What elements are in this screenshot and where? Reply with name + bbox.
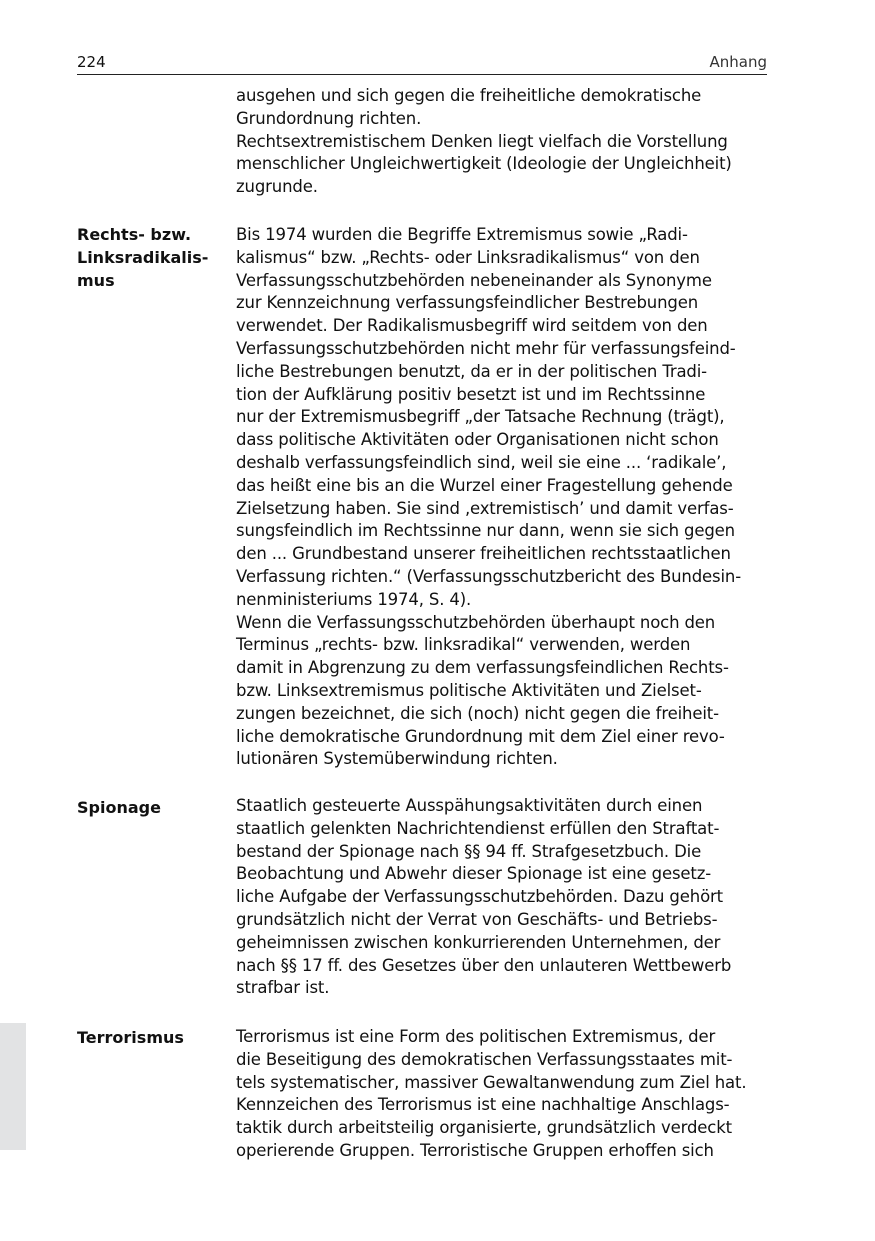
term-line: mus <box>77 270 115 290</box>
text-line: nenministeriums 1974, S. 4). <box>236 589 472 609</box>
page-number: 224 <box>77 53 106 71</box>
term-line: Rechts- bzw. <box>77 225 192 244</box>
text-line: bestand der Spionage nach §§ 94 ff. Strafgesetzbuch. Die <box>236 841 702 861</box>
running-head <box>77 52 767 75</box>
text-line: liche demokratische Grundordnung mit dem Ziel einer revo- <box>236 726 725 746</box>
glossary-term-radikalismus <box>77 224 227 292</box>
text-line: dass politische Aktivitäten oder Organisationen nicht schon <box>236 430 719 450</box>
text-line: Rechtsextremistischem Denken liegt vielfach die Vorstellung <box>236 131 728 151</box>
text-line: geheimnissen zwischen konkurrierenden Unternehmen, der <box>236 932 721 952</box>
glossary-term-terrorismus <box>77 1027 227 1050</box>
text-line: Zielsetzung haben. Sie sind ‚extremistisch’ und damit verfas- <box>236 498 734 518</box>
text-line: nach §§ 17 ff. des Gesetzes über den unlauteren Wettbewerb <box>236 955 732 975</box>
text-line: strafbar ist. <box>236 978 330 998</box>
text-line: Verfassung richten.“ (Verfassungsschutzbericht des Bundesin- <box>236 566 742 586</box>
text-line: Wenn die Verfassungsschutzbehörden überhaupt noch den <box>236 612 716 632</box>
text-line: den ... Grundbestand unserer freiheitlichen rechtsstaatlichen <box>236 544 731 564</box>
glossary-definition-spionage <box>236 795 776 1000</box>
text-line: grundsätzlich nicht der Verrat von Geschäfts- und Betriebs- <box>236 909 718 929</box>
text-line: tels systematischer, massiver Gewaltanwendung zum Ziel hat. <box>236 1072 747 1092</box>
text-line: sungsfeindlich im Rechtssinne nur dann, wenn sie sich gegen <box>236 521 735 541</box>
text-line: ausgehen und sich gegen die freiheitliche demokratische <box>236 86 702 105</box>
glossary-term-spionage <box>77 797 227 820</box>
text-line: zugrunde. <box>236 177 318 197</box>
glossary-definition-radikalismus <box>236 224 776 771</box>
text-line: menschlicher Ungleichwertigkeit (Ideologie der Ungleichheit) <box>236 154 732 174</box>
thumb-index-tab <box>0 1023 26 1150</box>
text-line: zur Kennzeichnung verfassungsfeindlicher Bestrebungen <box>236 293 699 313</box>
text-line: liche Bestrebungen benutzt, da er in der politischen Tradi- <box>236 361 707 381</box>
text-line: operierende Gruppen. Terroristische Gruppen erhoffen sich <box>236 1140 714 1160</box>
term-line: Spionage <box>77 798 161 817</box>
text-line: deshalb verfassungsfeindlich sind, weil sie eine ... ‘radikale’, <box>236 452 727 472</box>
text-line: Verfassungsschutzbehörden nebeneinander als Synonyme <box>236 270 712 290</box>
text-line: taktik durch arbeitsteilig organisierte, grundsätzlich verdeckt <box>236 1118 732 1138</box>
text-line: das heißt eine bis an die Wurzel einer Fragestellung gehende <box>236 475 733 495</box>
text-line: liche Aufgabe der Verfassungsschutzbehörden. Dazu gehört <box>236 887 723 907</box>
text-line: Terminus „rechts- bzw. linksradikal“ verwenden, werden <box>236 635 691 655</box>
term-line: Terrorismus <box>77 1028 184 1047</box>
text-line: Bis 1974 wurden die Begriffe Extremismus sowie „Radi- <box>236 225 688 244</box>
text-line: staatlich gelenkten Nachrichtendienst erfüllen den Straftat- <box>236 818 720 838</box>
text-line: Grundordnung richten. <box>236 108 422 128</box>
text-line: zungen bezeichnet, die sich (noch) nicht gegen die freiheit- <box>236 703 719 723</box>
text-line: nur der Extremismusbegriff „der Tatsache Rechnung (trägt), <box>236 407 725 427</box>
text-line: die Beseitigung des demokratischen Verfassungsstaates mit- <box>236 1049 733 1069</box>
text-line: damit in Abgrenzung zu dem verfassungsfeindlichen Rechts- <box>236 658 729 678</box>
entry-continuation-text <box>236 85 776 199</box>
text-line: Terrorismus ist eine Form des politischen Extremismus, der <box>236 1027 716 1046</box>
text-line: kalismus“ bzw. „Rechts- oder Linksradikalismus“ von den <box>236 247 700 267</box>
text-line: Staatlich gesteuerte Ausspähungsaktivitäten durch einen <box>236 796 703 815</box>
text-line: Beobachtung und Abwehr dieser Spionage ist eine gesetz- <box>236 864 712 884</box>
text-line: Kennzeichen des Terrorismus ist eine nachhaltige Anschlags- <box>236 1095 730 1115</box>
text-line: verwendet. Der Radikalismusbegriff wird seitdem von den <box>236 316 708 336</box>
glossary-definition-terrorismus <box>236 1026 776 1163</box>
term-line: Linksradikalis- <box>77 247 209 267</box>
text-line: Verfassungsschutzbehörden nicht mehr für verfassungsfeind- <box>236 338 736 358</box>
section-title: Anhang <box>709 53 767 71</box>
text-line: lutionären Systemüberwindung richten. <box>236 749 558 769</box>
text-line: bzw. Linksextremismus politische Aktivitäten und Zielset- <box>236 680 702 700</box>
text-line: tion der Aufklärung positiv besetzt ist und im Rechtssinne <box>236 384 706 404</box>
